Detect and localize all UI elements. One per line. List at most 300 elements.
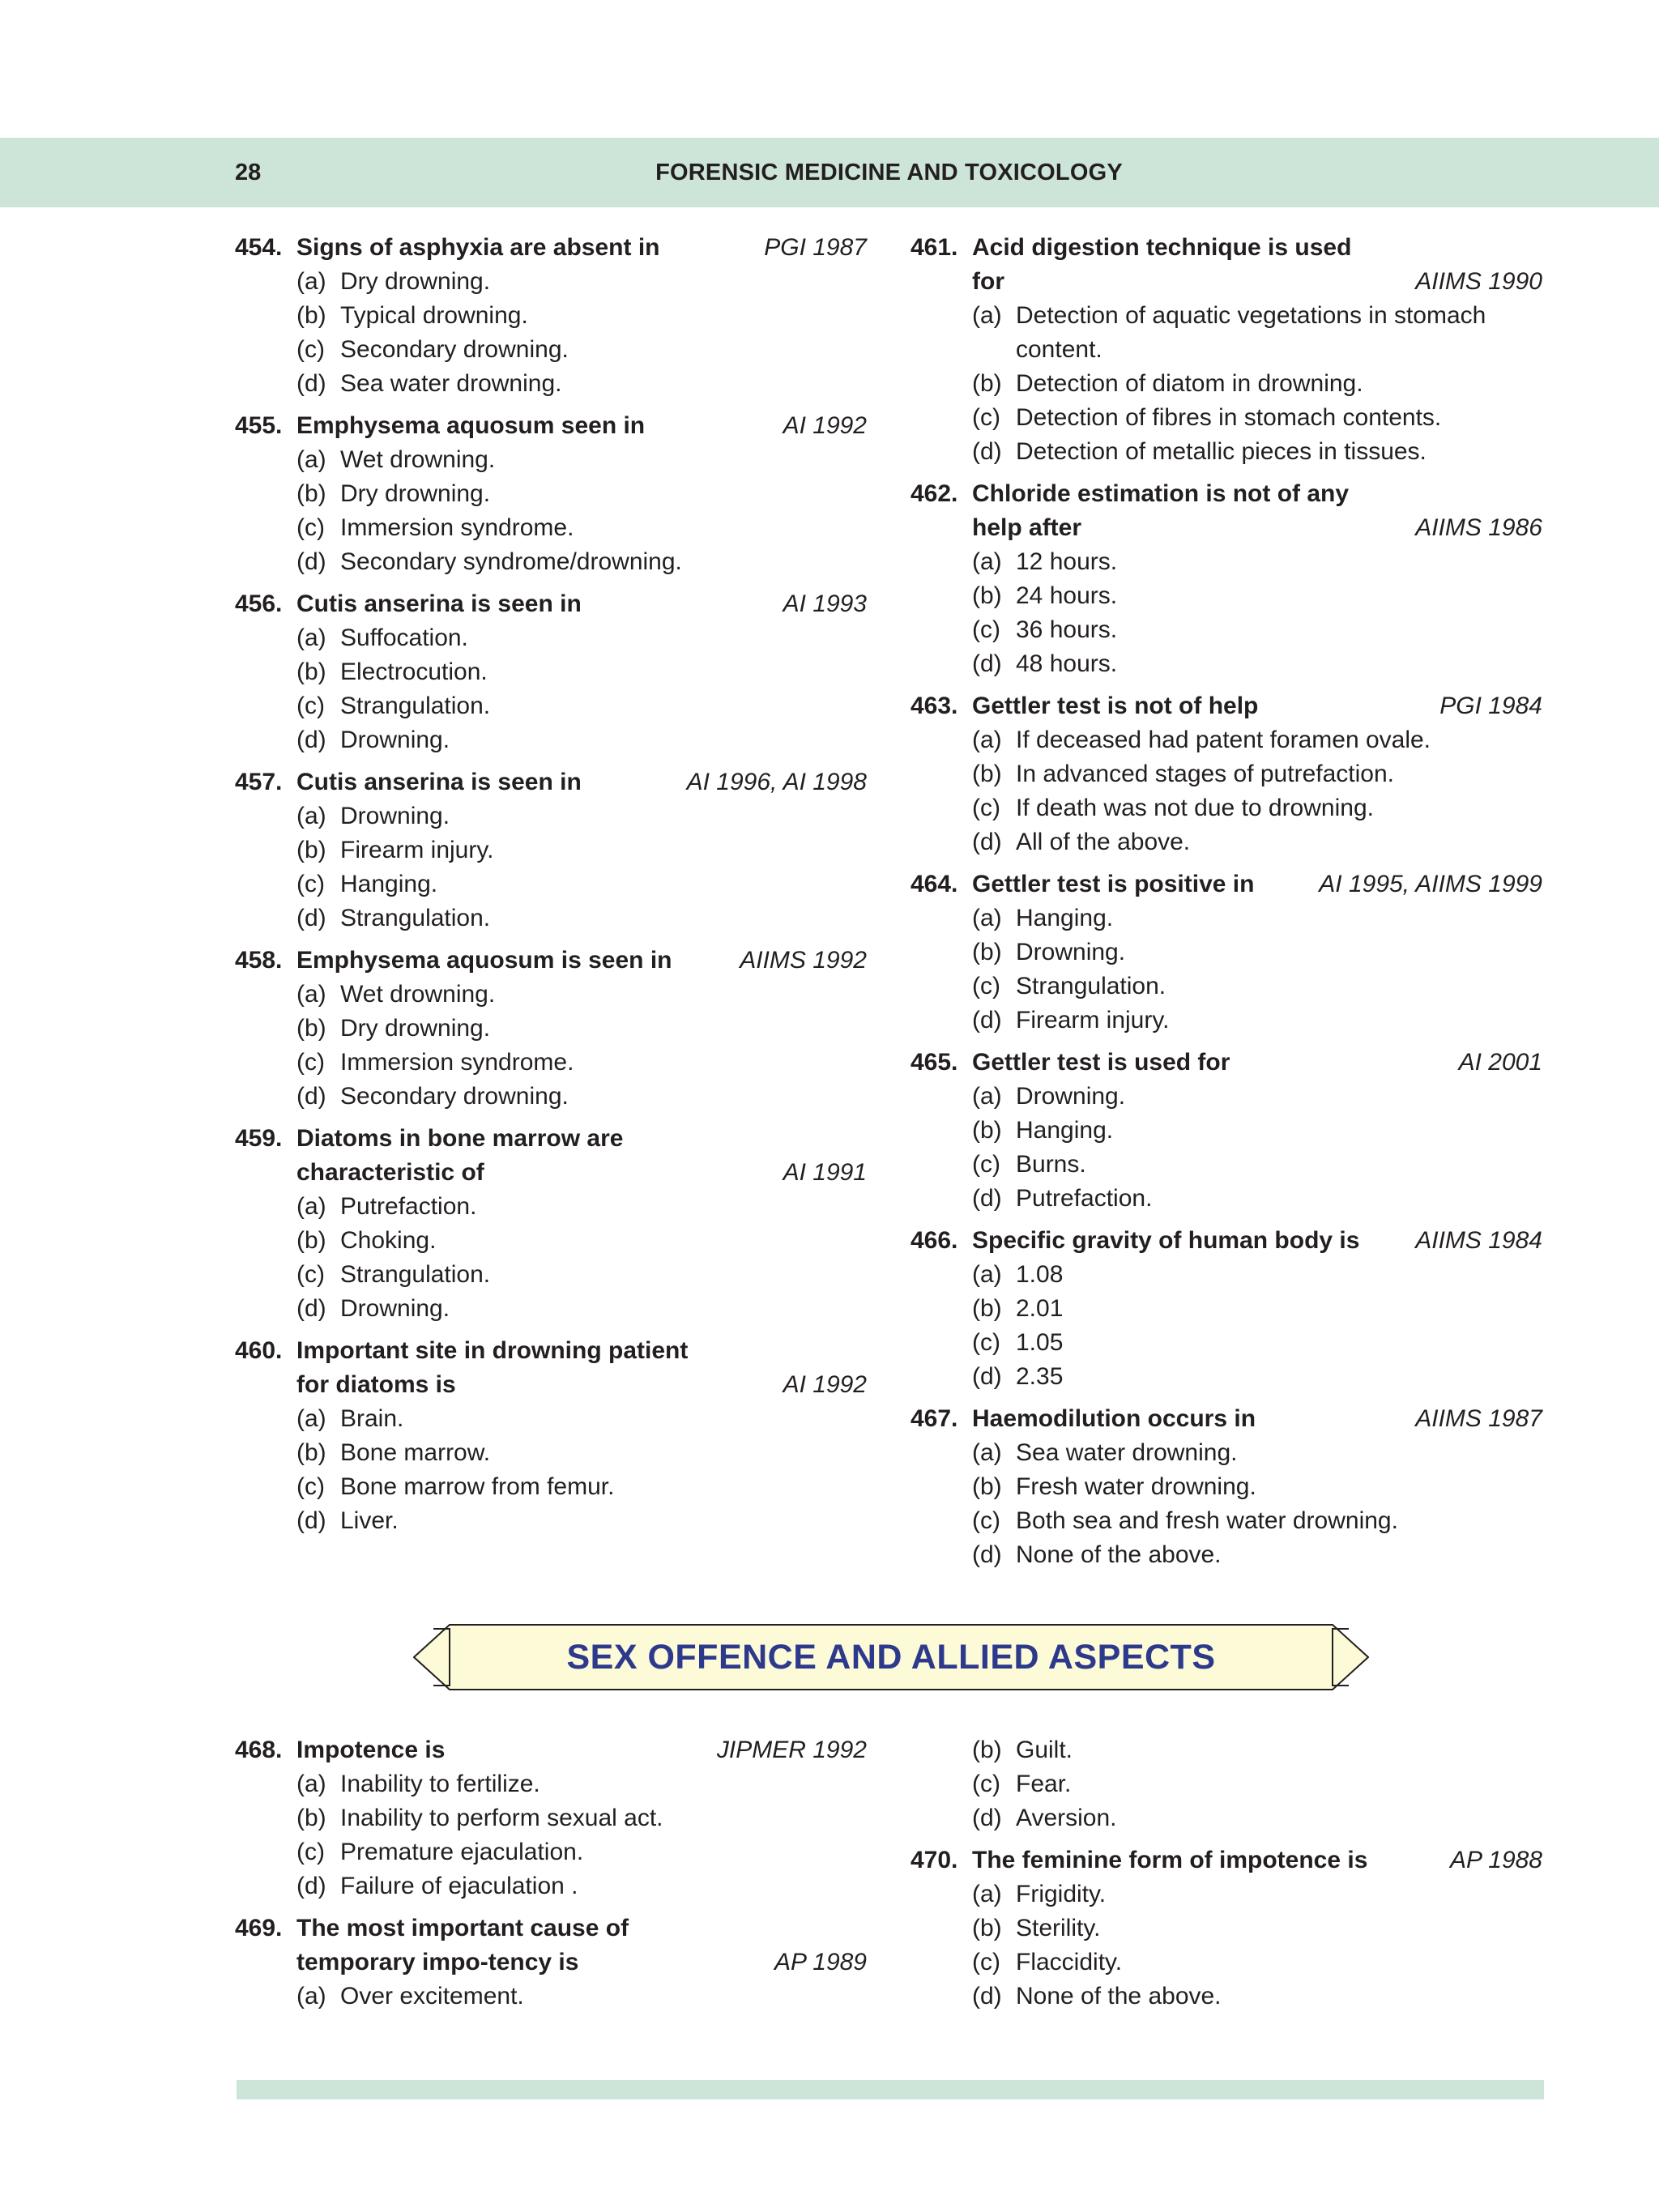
option-text: Strangulation. [340,905,491,931]
question-459 [235,1122,867,1326]
options-list [911,723,1542,859]
option [235,299,867,333]
option [911,1148,1542,1182]
exam-source: AIIMS 1986 [1415,514,1542,541]
question-468 [235,1733,867,1903]
options-list [911,901,1542,1038]
option [235,1190,867,1224]
option [911,936,1542,970]
option-text: 48 hours. [1016,650,1118,677]
question-text: Specific gravity of human body is [972,1227,1360,1254]
option-letter: (b) [296,658,326,685]
option [911,647,1542,681]
option [235,1767,867,1801]
question-stem [911,689,1542,723]
option-letter: (d) [972,1007,1002,1034]
option-text: Burns. [1016,1151,1086,1178]
option [235,655,867,689]
option-letter: (b) [972,1915,1002,1941]
question-stem [911,231,1542,299]
footer-band [237,2080,1544,2099]
option-letter: (a) [972,1261,1002,1288]
option-text: Inability to fertilize. [340,1771,540,1797]
question-stem [911,1402,1542,1436]
option [911,299,1542,367]
option-letter: (b) [972,939,1002,965]
options-list [235,621,867,757]
option-letter: (d) [296,548,326,575]
option-letter: (c) [972,404,1000,431]
exam-source: AI 2001 [1458,1049,1542,1076]
option [911,1980,1542,2014]
option [235,1470,867,1504]
option-letter: (b) [296,302,326,329]
option-text: All of the above. [1016,829,1191,855]
question-text: Cutis anserina is seen in [296,590,582,617]
exam-source: PGI 1984 [1439,693,1542,719]
question-number: 461. [911,234,958,261]
exam-source: AIIMS 1984 [1415,1227,1542,1254]
option-letter: (c) [972,1771,1000,1797]
options-list [235,978,867,1114]
option-text: Guilt. [1016,1737,1073,1763]
exam-source: AI 1993 [783,590,867,617]
option-text: Drowning. [340,803,450,829]
question-stem [235,231,867,265]
option-letter: (a) [296,981,326,1008]
option-letter: (a) [296,1193,326,1220]
question-text: Diatoms in bone marrow are characteristic of [296,1125,624,1186]
right-column-top [911,231,1542,1580]
option-letter: (c) [296,1049,325,1076]
question-number: 462. [911,480,958,507]
question-text: The most important cause of temporary impo-tency is [296,1915,629,1975]
option [911,901,1542,936]
question-456 [235,587,867,757]
option-letter: (a) [972,302,1002,329]
option-letter: (a) [972,905,1002,931]
options-list [911,545,1542,681]
option [235,511,867,545]
question-460 [235,1334,867,1538]
question-stem [911,1843,1542,1877]
option-letter: (b) [972,1737,1002,1763]
option-letter: (b) [296,1227,326,1254]
question-text: Acid digestion technique is used for [972,234,1352,295]
question-text: Cutis anserina is seen in [296,769,582,795]
option-text: Sea water drowning. [340,370,562,397]
option-text: Fresh water drowning. [1016,1473,1256,1500]
option [235,689,867,723]
option [235,723,867,757]
option [235,1012,867,1046]
question-number: 460. [235,1337,283,1364]
exam-source: AP 1988 [1450,1847,1542,1873]
option-text: Hanging. [340,871,438,897]
question-number: 464. [911,871,958,897]
options-list [911,1436,1542,1572]
option [911,613,1542,647]
question-454 [235,231,867,401]
option-text: Drowning. [1016,1083,1126,1110]
option-letter: (a) [296,446,326,473]
option [911,1114,1542,1148]
option [235,978,867,1012]
exam-source: JIPMER 1992 [716,1737,867,1763]
option [911,1258,1542,1292]
option [911,1767,1542,1801]
option [911,1360,1542,1394]
option-text: Fear. [1016,1771,1072,1797]
option-letter: (d) [972,1983,1002,2010]
option-letter: (c) [296,514,325,541]
option-text: Hanging. [1016,905,1114,931]
question-text: Impotence is [296,1737,446,1763]
option [235,1436,867,1470]
options-list [235,443,867,579]
options-list [235,1767,867,1903]
option-text: Sterility. [1016,1915,1101,1941]
option-text: Detection of metallic pieces in tissues. [1016,438,1427,465]
question-number: 454. [235,234,283,261]
question-number: 465. [911,1049,958,1076]
option-letter: (c) [972,1329,1000,1356]
option-letter: (d) [296,370,326,397]
option-letter: (d) [296,1873,326,1899]
question-text: Emphysema aquosum is seen in [296,947,672,974]
question-stem [911,867,1542,901]
option [911,1470,1542,1504]
question-number: 466. [911,1227,958,1254]
option-text: Wet drowning. [340,446,496,473]
option-letter: (a) [296,624,326,651]
question-465 [911,1046,1542,1216]
option [911,1538,1542,1572]
question-stem [235,587,867,621]
question-text: Chloride estimation is not of any help after [972,480,1350,541]
option-text: Inability to perform sexual act. [340,1805,663,1831]
option-letter: (b) [972,1117,1002,1144]
options-list [235,1190,867,1326]
option [235,1980,867,2014]
option [235,367,867,401]
question-number: 459. [235,1125,283,1152]
option [911,435,1542,469]
options-list [235,265,867,401]
exam-source: AIIMS 1992 [740,947,867,974]
option [911,1182,1542,1216]
question-464 [911,867,1542,1038]
option-text: 1.05 [1016,1329,1064,1356]
option-text: Strangulation. [340,1261,491,1288]
left-column-bottom [235,1733,867,2022]
option-letter: (d) [972,650,1002,677]
question-stem [235,1334,867,1402]
option-text: Secondary drowning. [340,336,569,363]
option [235,901,867,936]
running-title: FORENSIC MEDICINE AND TOXICOLOGY [655,160,1123,185]
option-letter: (a) [972,1083,1002,1110]
option-text: Typical drowning. [340,302,528,329]
option-text: Immersion syndrome. [340,1049,574,1076]
option-text: Dry drowning. [340,1015,491,1042]
option-letter: (a) [972,548,1002,575]
option [235,1835,867,1869]
option-text: Immersion syndrome. [340,514,574,541]
options-list [911,1258,1542,1394]
option-text: Premature ejaculation. [340,1839,584,1865]
option-text: Hanging. [1016,1117,1114,1144]
option [911,1436,1542,1470]
option-letter: (d) [972,1363,1002,1390]
question-stem [235,944,867,978]
option-text: Putrefaction. [1016,1185,1153,1212]
exam-source: AIIMS 1987 [1415,1405,1542,1432]
section-banner [413,1624,1369,1690]
question-457 [235,765,867,936]
question-stem [911,477,1542,545]
option [235,1402,867,1436]
option-text: Sea water drowning. [1016,1439,1238,1466]
option-text: If deceased had patent foramen ovale. [1016,727,1431,753]
option-letter: (a) [296,1405,326,1432]
option-text: Electrocution. [340,658,488,685]
option-letter: (b) [296,1015,326,1042]
option-letter: (b) [296,480,326,507]
exam-source: PGI 1987 [764,234,867,261]
option-letter: (b) [296,1805,326,1831]
option-text: Over excitement. [340,1983,524,2010]
question-stem [911,1046,1542,1080]
option [235,333,867,367]
question-text: Gettler test is positive in [972,871,1255,897]
option-text: Drowning. [1016,939,1126,965]
option-text: 2.35 [1016,1363,1064,1390]
option [911,1877,1542,1912]
question-stem [235,1122,867,1190]
option-text: Drowning. [340,1295,450,1322]
option-letter: (d) [296,1295,326,1322]
option [911,1004,1542,1038]
question-text: Emphysema aquosum seen in [296,412,646,439]
question-stem [235,1733,867,1767]
right-column-bottom [911,1733,1542,2022]
option-letter: (a) [296,1983,326,2010]
option-text: Strangulation. [340,693,491,719]
option-letter: (b) [972,1295,1002,1322]
option [911,1946,1542,1980]
option [235,1292,867,1326]
question-number: 456. [235,590,283,617]
option [911,723,1542,757]
option [911,970,1542,1004]
options-list [235,1980,867,2014]
option-text: Detection of diatom in drowning. [1016,370,1363,397]
option-text: 24 hours. [1016,582,1118,609]
option-letter: (c) [296,1261,325,1288]
option-letter: (d) [972,1541,1002,1568]
option-text: None of the above. [1016,1983,1222,2010]
option-letter: (c) [296,1473,325,1500]
option-letter: (c) [972,1507,1000,1534]
option [235,1224,867,1258]
option-letter: (c) [972,795,1000,821]
option-text: In advanced stages of putrefaction. [1016,761,1394,787]
options-list [235,1402,867,1538]
option [235,1869,867,1903]
option [911,1080,1542,1114]
option-text: Bone marrow. [340,1439,491,1466]
option-letter: (b) [972,582,1002,609]
exam-source: AI 1996, AI 1998 [686,769,867,795]
option-letter: (a) [296,268,326,295]
option-letter: (b) [972,761,1002,787]
question-stem [235,1912,867,1980]
question-458 [235,944,867,1114]
option [235,1046,867,1080]
question-number: 458. [235,947,283,974]
option-text: Dry drowning. [340,480,491,507]
option [911,757,1542,791]
option [235,265,867,299]
question-461 [911,231,1542,469]
option [911,1504,1542,1538]
option-letter: (a) [296,803,326,829]
option-letter: (a) [296,1771,326,1797]
option-letter: (c) [296,336,325,363]
option-letter: (c) [296,871,325,897]
exam-source: AP 1989 [774,1949,867,1975]
option-text: Choking. [340,1227,437,1254]
exam-source: AIIMS 1990 [1415,268,1542,295]
question-stem [235,765,867,799]
option-text: Aversion. [1016,1805,1117,1831]
options-list [911,299,1542,469]
option [911,825,1542,859]
question-text: Signs of asphyxia are absent in [296,234,660,261]
option [911,1801,1542,1835]
question-462 [911,477,1542,681]
option [235,833,867,867]
exam-source: AI 1992 [783,412,867,439]
option [235,867,867,901]
option-letter: (c) [972,973,1000,999]
option-letter: (d) [296,1507,326,1534]
options-list [235,799,867,936]
option-text: Detection of fibres in stomach contents. [1016,404,1442,431]
question-number: 468. [235,1737,283,1763]
options-list [911,1733,1542,1835]
option-letter: (a) [972,1439,1002,1466]
option-text: Bone marrow from femur. [340,1473,615,1500]
option-letter: (d) [296,1083,326,1110]
question-number: 455. [235,412,283,439]
exam-source: AI 1991 [783,1159,867,1186]
option-text: Secondary syndrome/drowning. [340,548,682,575]
option-text: Suffocation. [340,624,468,651]
option-text: Frigidity. [1016,1881,1107,1907]
exam-source: AI 1992 [783,1371,867,1398]
option [235,1258,867,1292]
option [235,545,867,579]
option-letter: (c) [972,1949,1000,1975]
option-text: Failure of ejaculation . [340,1873,578,1899]
question-number: 463. [911,693,958,719]
option-letter: (c) [296,693,325,719]
option-text: 36 hours. [1016,616,1118,643]
running-header [0,138,1659,207]
option [235,799,867,833]
option-text: Firearm injury. [340,837,494,863]
question-stem [235,409,867,443]
question-467 [911,1402,1542,1572]
option-letter: (a) [972,727,1002,753]
option-text: 12 hours. [1016,548,1118,575]
option-text: Putrefaction. [340,1193,477,1220]
page-number: 28 [235,160,262,185]
option-letter: (b) [296,837,326,863]
option [911,1733,1542,1767]
option [235,621,867,655]
option [911,1912,1542,1946]
question-470 [911,1843,1542,2014]
option-text: Liver. [340,1507,399,1534]
option [911,1292,1542,1326]
option-text: Drowning. [340,727,450,753]
option [235,443,867,477]
option-text: 1.08 [1016,1261,1064,1288]
option-text: Secondary drowning. [340,1083,569,1110]
option [235,1080,867,1114]
question-number: 469. [235,1915,283,1941]
option-letter: (c) [972,1151,1000,1178]
question-469-continued [911,1733,1542,1835]
question-463 [911,689,1542,859]
question-text: Gettler test is used for [972,1049,1230,1076]
option-text: If death was not due to drowning. [1016,795,1374,821]
option-letter: (d) [972,438,1002,465]
option-text: Dry drowning. [340,268,491,295]
section-title: SEX OFFENCE AND ALLIED ASPECTS [566,1638,1216,1677]
question-text: Haemodilution occurs in [972,1405,1256,1432]
option [235,477,867,511]
option-text: Detection of aquatic vegetations in stomach content. [1016,302,1486,363]
option-letter: (b) [296,1439,326,1466]
question-text: Gettler test is not of help [972,693,1259,719]
question-466 [911,1224,1542,1394]
option [235,1504,867,1538]
question-stem [911,1224,1542,1258]
option-text: 2.01 [1016,1295,1064,1322]
option [911,401,1542,435]
option-letter: (d) [972,1185,1002,1212]
option-text: None of the above. [1016,1541,1222,1568]
option-letter: (b) [972,1473,1002,1500]
option-letter: (d) [972,829,1002,855]
question-469 [235,1912,867,2014]
option [911,791,1542,825]
option-letter: (c) [296,1839,325,1865]
option [911,1326,1542,1360]
options-list [911,1877,1542,2014]
question-number: 470. [911,1847,958,1873]
question-455 [235,409,867,579]
option-letter: (c) [972,616,1000,643]
option-letter: (d) [972,1805,1002,1831]
option [911,579,1542,613]
question-number: 457. [235,769,283,795]
question-number: 467. [911,1405,958,1432]
